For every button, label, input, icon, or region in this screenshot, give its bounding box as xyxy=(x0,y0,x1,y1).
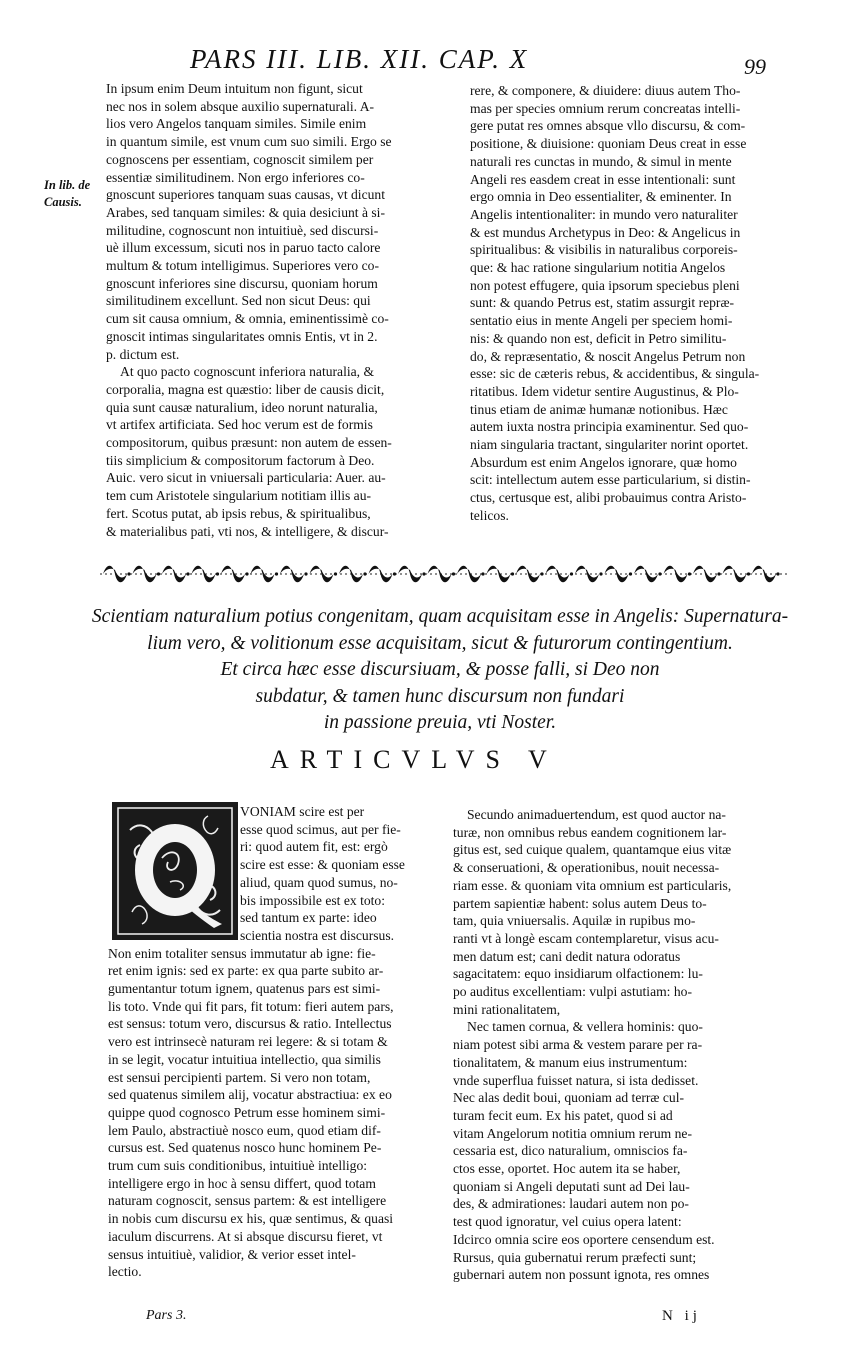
signature-left: Pars 3. xyxy=(146,1308,187,1323)
text-line: ret enim ignis: sed ex parte: ex qua parte subito ar- xyxy=(108,963,384,979)
text-line: que: & hac ratione singularium notitia Angelos xyxy=(470,260,726,276)
text-line: gitus est, sed cuique qualem, quantamque eius vitæ xyxy=(453,842,732,858)
text-line: Arabes, sed tanquam similes: & quia desiciunt à si- xyxy=(106,204,385,220)
text-line: sed tantum ex parte: ideo xyxy=(240,910,377,926)
text-line: turæ, non omnibus rebus eandem cognitionem lar- xyxy=(453,824,727,840)
text-line: positione, & diuisione: quoniam Deus creat in esse xyxy=(470,136,747,152)
fleuron-dot xyxy=(186,572,189,575)
text-line: Nec tamen cornua, & vellera hominis: quo- xyxy=(467,1019,703,1035)
text-line: multum & totum intelligimus. Superiores vero co- xyxy=(106,258,379,274)
text-line: autem iuxta nostra principia examinentur. Sed quo- xyxy=(470,419,749,435)
fleuron-dot xyxy=(157,572,160,575)
text-line: test quod ignoratur, vel cuius opera latent: xyxy=(453,1214,682,1230)
fleuron-dot xyxy=(511,572,514,575)
text-line: & conseruationi, & operationibus, nouit necessa- xyxy=(453,860,720,876)
margin-note xyxy=(44,177,90,211)
text-line: sunt: & quando Petrus est, statim assurgit repræ- xyxy=(470,295,735,311)
article-title: ARTICVLVS V xyxy=(270,745,558,774)
text-line: gnoscunt inferiores sine discursu, quoniam horum xyxy=(106,275,378,291)
signature-right: N ij xyxy=(662,1308,701,1324)
text-line: At quo pacto cognoscunt inferiora naturalia, & xyxy=(120,364,375,380)
text-line: gnoscit intimas singularitates omnis Entis, vt in 2. xyxy=(106,328,378,344)
text-line: ctos esse, oportet. Hoc autem ita se haber, xyxy=(453,1161,681,1177)
text-line: tiis simplicium & compositorum factorum à Deo. xyxy=(106,452,375,468)
text-line: do, & repræsentatio, & noscit Angelus Petrum non xyxy=(470,348,746,364)
text-line: fert. Scotus putat, ab ipsis rebus, & spiritualibus, xyxy=(106,505,371,521)
fleuron-dot xyxy=(540,572,543,575)
summary-line: Et circa hæc esse discursiuam, & posse falli, si Deo non xyxy=(220,659,660,680)
text-line: rere, & componere, & diuidere: diuus autem Tho- xyxy=(470,83,741,98)
text-line: non potest effugere, quia ipsorum speciebus pleni xyxy=(470,277,740,293)
fleuron-dot xyxy=(599,572,602,575)
text-line: mini rationalitatem, xyxy=(453,1001,561,1017)
text-line: essentiæ similitudinem. Non ergo inferiores co- xyxy=(106,169,365,185)
text-line: vt artifex artificiata. Sed hoc verum est de formis xyxy=(106,417,373,433)
text-line: est sensus: totum vero, discursus & ratio. Intellectus xyxy=(108,1016,392,1032)
text-line: nec nos in solem absque auxilio supernaturali. A- xyxy=(106,98,375,114)
text-line: riam esse. & quoniam vita omnium est particularis, xyxy=(453,877,732,893)
text-line: scientia nostra est discursus. xyxy=(240,927,395,943)
fleuron-dot xyxy=(393,572,396,575)
text-line: Angeli res easdem creat in esse intentionali: sunt xyxy=(470,171,736,187)
text-line: & est mundus Archetypus in Deo: & Angelicus in xyxy=(470,224,741,240)
text-line: tionalitatem, & manum eius instrumentum: xyxy=(453,1054,688,1070)
text-line: lis toto. Vnde qui fit pars, fit totum: fieri autem pars, xyxy=(108,998,394,1014)
text-line: trum cum suis conditionibus, intuitiuè intelligo: xyxy=(108,1158,368,1174)
fleuron-dot xyxy=(481,572,484,575)
text-line: Idcirco omnia scire eos oportere censendum est. xyxy=(453,1231,715,1247)
text-line: po auditus excellentiam: vulpi astutiam: ho- xyxy=(453,984,692,1000)
margin-note-line: Causis. xyxy=(44,195,82,209)
text-line: des, & admirationes: laudari autem non po- xyxy=(453,1196,689,1212)
fleuron-dot xyxy=(245,572,248,575)
fleuron-mark xyxy=(605,566,629,583)
text-line: in se legit, vocatur intuitiua intellectio, qua similis xyxy=(108,1051,381,1067)
fleuron-dot xyxy=(658,572,661,575)
text-line: gere putat res omnes absque vllo discursu, & com- xyxy=(470,118,746,134)
text-line: gumentantur totum ignem, quatenus pars est simi- xyxy=(108,981,381,997)
text-line: men datum est; cani dedit natura odoratus xyxy=(453,948,681,964)
fleuron-mark xyxy=(339,566,363,583)
text-line: intelligere ergo in hoc à sensu differt, quod totam xyxy=(108,1175,376,1191)
fleuron-dot xyxy=(629,572,632,575)
text-line: naturali res cunctas in mundo, & simul in mente xyxy=(470,153,732,169)
page-number: 99 xyxy=(744,54,766,79)
fleuron-dot xyxy=(570,572,573,575)
fleuron-dot xyxy=(216,572,219,575)
fleuron-dot xyxy=(688,572,691,575)
fleuron-dot xyxy=(127,572,130,575)
text-line: sentatio eius in mente Angeli per speciem homi- xyxy=(470,313,733,329)
article-summary xyxy=(90,604,790,737)
text-line: turam fecit eum. Ex his patet, quod si ad xyxy=(453,1107,673,1123)
text-line: aliud, quam quod sumus, no- xyxy=(240,874,398,890)
text-line: cum sit causa omnium, & omnia, eminentissimè co- xyxy=(106,311,389,327)
fleuron-dot xyxy=(452,572,455,575)
summary-line: subdatur, & tamen hunc discursum non fundari xyxy=(255,685,625,707)
fleuron-dot xyxy=(747,572,750,575)
fleuron-mark xyxy=(310,566,334,583)
text-line: sagacitatem: equo insidiarum olfactionem: lu- xyxy=(453,966,703,982)
text-line: gnoscunt superiores tanquam suas causas, vt dicunt xyxy=(106,187,385,203)
fleuron-dot xyxy=(776,572,779,575)
text-line: cognoscens per essentiam, cognoscit similem per xyxy=(106,151,374,167)
text-line: ri: quod autem fit, est: ergò xyxy=(240,839,388,855)
text-line: partem sapientiæ habent: solus autem Deus to- xyxy=(453,895,707,911)
text-line: vnde superflua fuisset natura, si ista dedisset. xyxy=(453,1072,699,1088)
fleuron-mark xyxy=(369,566,393,583)
text-line: mas per species omnium rerum concreatas intelli- xyxy=(470,100,741,116)
text-line: militudine, cognoscunt non intuitiuè, sed discursi- xyxy=(106,222,379,238)
text-line: p. dictum est. xyxy=(106,346,180,362)
text-line: naturam cognoscit, sensus partem: & est intelligere xyxy=(108,1193,387,1209)
fleuron-dot xyxy=(334,572,337,575)
text-line: corporalia, magna est quæstio: liber de causis dicit, xyxy=(106,381,385,397)
text-line: Angelis intentionaliter: in mundo vero naturaliter xyxy=(470,206,738,222)
fleuron-band-icon xyxy=(100,556,790,592)
text-line: esse quod scimus, aut per fie- xyxy=(240,821,401,837)
fleuron-dot xyxy=(717,572,720,575)
text-line: similitudinem excellunt. Sed non sicut Deus: qui xyxy=(106,293,371,309)
text-line: iaculum discurrens. At si absque discursu fieret, vt xyxy=(108,1228,383,1244)
text-line: niam singularia tractant, singulariter norint oportet. xyxy=(470,437,749,453)
text-line: cessaria est, dico naturalium, omniscios fa- xyxy=(453,1143,688,1159)
fleuron-dot xyxy=(363,572,366,575)
margin-note-line: In lib. de xyxy=(44,178,91,192)
summary-line: in passione preuia, vti Noster. xyxy=(323,712,557,733)
text-line: spiritualibus: & visibilis in naturalibus corporeis- xyxy=(470,242,738,258)
text-line: in nobis cum discursu ex his, quæ sentimus, & quasi xyxy=(108,1211,394,1227)
text-line: vitam Angelorum notitia omnium rerum ne- xyxy=(453,1125,692,1141)
text-line: scire est esse: & quoniam esse xyxy=(240,857,405,873)
text-line: lios vero Angelos tanquam similes. Simile enim xyxy=(106,116,367,132)
text-line: scit: intellectum autem esse particularium, si distin- xyxy=(470,472,751,488)
text-line: Auic. vero sicut in vniuersali particularia: Auer. au- xyxy=(106,470,386,486)
text-line: sensus intuitiuè, validior, & verior esset intel- xyxy=(108,1246,356,1262)
text-line: VONIAM scire est per xyxy=(240,804,365,819)
text-line: Absurdum est enim Angelos ignorare, quæ homo xyxy=(470,454,737,470)
text-line: lectio. xyxy=(108,1264,142,1280)
top-left-column xyxy=(106,80,436,540)
fleuron-dot xyxy=(304,572,307,575)
fleuron-mark xyxy=(634,566,658,583)
text-line: tinus etiam de animæ humanæ notionibus. Hæc xyxy=(470,401,728,417)
text-line: tem cum Aristotele singularium notitiam illis au- xyxy=(106,488,372,504)
bottom-left-column xyxy=(108,803,434,1281)
text-line: telicos. xyxy=(470,507,509,523)
text-line: vero est intrinsecè naturam rei legere: & si totam & xyxy=(108,1034,388,1050)
text-line: est sensui percipienti partem. Si vero non totam, xyxy=(108,1069,371,1085)
text-line: uè illum excessum, sicuti nos in paruo tacto calore xyxy=(106,240,381,256)
text-line: gubernari autem non possunt ignota, res omnes xyxy=(453,1267,710,1283)
text-line: ergo omnia in Deo essentialiter, & eminenter. In xyxy=(470,189,732,205)
text-line: nis: & quando non est, deficit in Petro similitu- xyxy=(470,330,727,346)
summary-line: Scientiam naturalium potius congenitam, quam acquisitam esse in Angelis: Supernatura- xyxy=(91,606,789,627)
text-line: quippe quod cognosco Petrum esse hominem simi- xyxy=(108,1104,386,1120)
text-line: bis impossibile est ex toto: xyxy=(240,892,385,908)
running-head: PARS III. LIB. XII. CAP. X xyxy=(190,44,529,74)
fleuron-dot xyxy=(422,572,425,575)
text-line: cursus est. Sed quatenus nosco hunc hominem Pe- xyxy=(108,1140,382,1156)
text-line: quia sunt causæ naturalium, ideo norunt naturalia, xyxy=(106,399,378,415)
text-line: ctus, certusque est, alibi probauimus contra Aristo- xyxy=(470,490,747,506)
summary-line: lium vero, & volitionum esse acquisitam, sicut & futurorum contingentium. xyxy=(147,632,733,654)
text-line: niam potest sibi arma & vestem parare per ra- xyxy=(453,1037,703,1053)
text-line: Secundo animaduertendum, est quod auctor na- xyxy=(467,807,726,822)
text-line: ranti vt à longè escam contemplaretur, visus acu- xyxy=(453,930,719,946)
text-line: quoniam si Angeli deputati sunt ad Dei lau- xyxy=(453,1178,690,1194)
fleuron-dot xyxy=(275,572,278,575)
text-line: In ipsum enim Deum intuitum non figunt, sicut xyxy=(106,81,363,96)
text-line: ritatibus. Idem videtur sentire Augustinus, & Plo- xyxy=(470,383,739,399)
text-line: Non enim totaliter sensus immutatur ab igne: fie- xyxy=(108,945,376,961)
text-line: Rursus, quia gubernatui rerum præfecti sunt; xyxy=(453,1249,697,1265)
text-line: Nec alas dedit boui, quoniam ad terræ cul- xyxy=(453,1090,685,1106)
text-line: in quantum simile, est vnum cum suo simili. Ergo se xyxy=(106,134,392,150)
text-line: esse: sic de cæteris rebus, & accidentibus, & singula- xyxy=(470,366,760,382)
text-line: compositorum, quibus præsunt: non autem de essen- xyxy=(106,435,392,451)
top-right-column xyxy=(470,82,778,525)
text-line: sed quatenus similem alij, vocatur abstractiua: ex eo xyxy=(108,1087,392,1103)
bottom-right-column xyxy=(453,806,783,1284)
fleuron-mark xyxy=(664,566,688,583)
text-line: & materialibus pati, vti nos, & intelligere, & discur- xyxy=(106,523,389,539)
text-line: tam, quia vniuersalis. Aquilæ in rupibus mo- xyxy=(453,913,696,929)
text-line: lem Paulo, abstractiuè nosco eum, quod etiam dif- xyxy=(108,1122,381,1138)
